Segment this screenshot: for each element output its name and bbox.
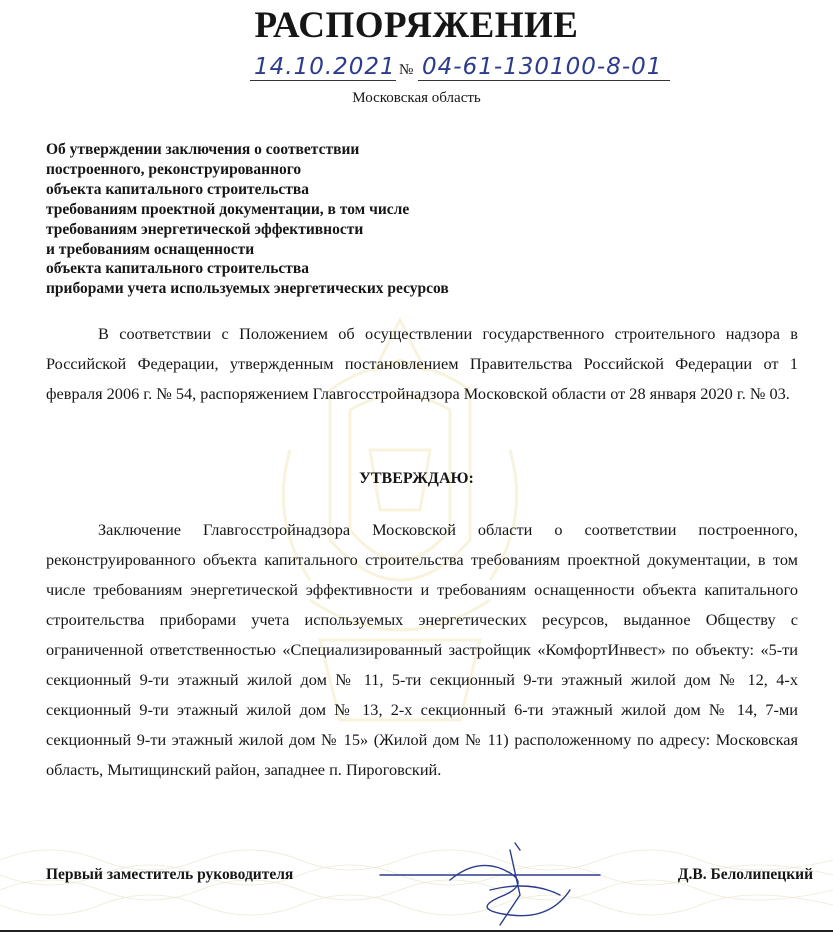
handwritten-number: 04-61-130100-8-01 [422,54,663,80]
subject-line: объекта капитального строительства [46,180,310,198]
document-title: РАСПОРЯЖЕНИЕ [254,5,579,46]
conclusion-paragraph: Заключение Главгосстройнадзора Московской области о соответствии построенного, реконструированного объекта капитального строительства требованиям проектной документации, в том числе требованиям энергетической эффективности и требованиям оснащенности объекта капитального строительства приборами учета используемых энергетических ресурсов, выданное Обществу с ограниченной ответственностью «Специализированный застройщик «КомфортИнвест» по объекту: «5-ти секционный 9-ти этажный жилой дом № 11, 5-ти секционный 9-ти этажный жилой дом № 12, 4-х секционный 9-ти этажный жилой дом № 13, 2-х секционный 6-ти этажный жилой дом № 14, 7-ми секционный 9-ти этажный жилой дом № 15» (Жилой дом № 11) расположенному по адресу: Московская область, Мытищинский район, западнее п. Пироговский. [46,520,798,779]
date-underline [250,80,396,81]
region-label: Московская область [352,90,481,106]
number-underline [418,80,670,81]
subject-line: построенного, реконструированного [46,160,302,178]
approve-heading: УТВЕРЖДАЮ: [359,470,474,487]
legal-basis-paragraph: В соответствии с Положением об осуществлении государственного строительного надзора в Российской Федерации, утвержденным постановлением Правительства Российской Федерации от 1 февраля 2006 г. № 54, распоряжением Главгосстройнадзора Московской области от 28 января 2020 г. № 03. [46,324,798,403]
subject-line: требованиям энергетической эффективности [46,220,364,238]
subject-line: и требованиям оснащенности [46,240,255,258]
subject-line: объекта капитального строительства [46,260,310,278]
number-label: № [399,62,414,78]
subject-line: приборами учета используемых энергетических ресурсов [46,280,449,298]
signer-name: Д.В. Белолипецкий [677,866,813,883]
page-bottom-border [0,930,833,932]
handwritten-date: 14.10.2021 [254,54,396,80]
signer-role: Первый заместитель руководителя [46,866,294,883]
subject-line: Об утверждении заключения о соответствии [46,141,360,158]
subject-line: требованиям проектной документации, в том числе [46,200,410,218]
handwritten-signature-icon [370,835,670,930]
document-subject [46,140,606,299]
